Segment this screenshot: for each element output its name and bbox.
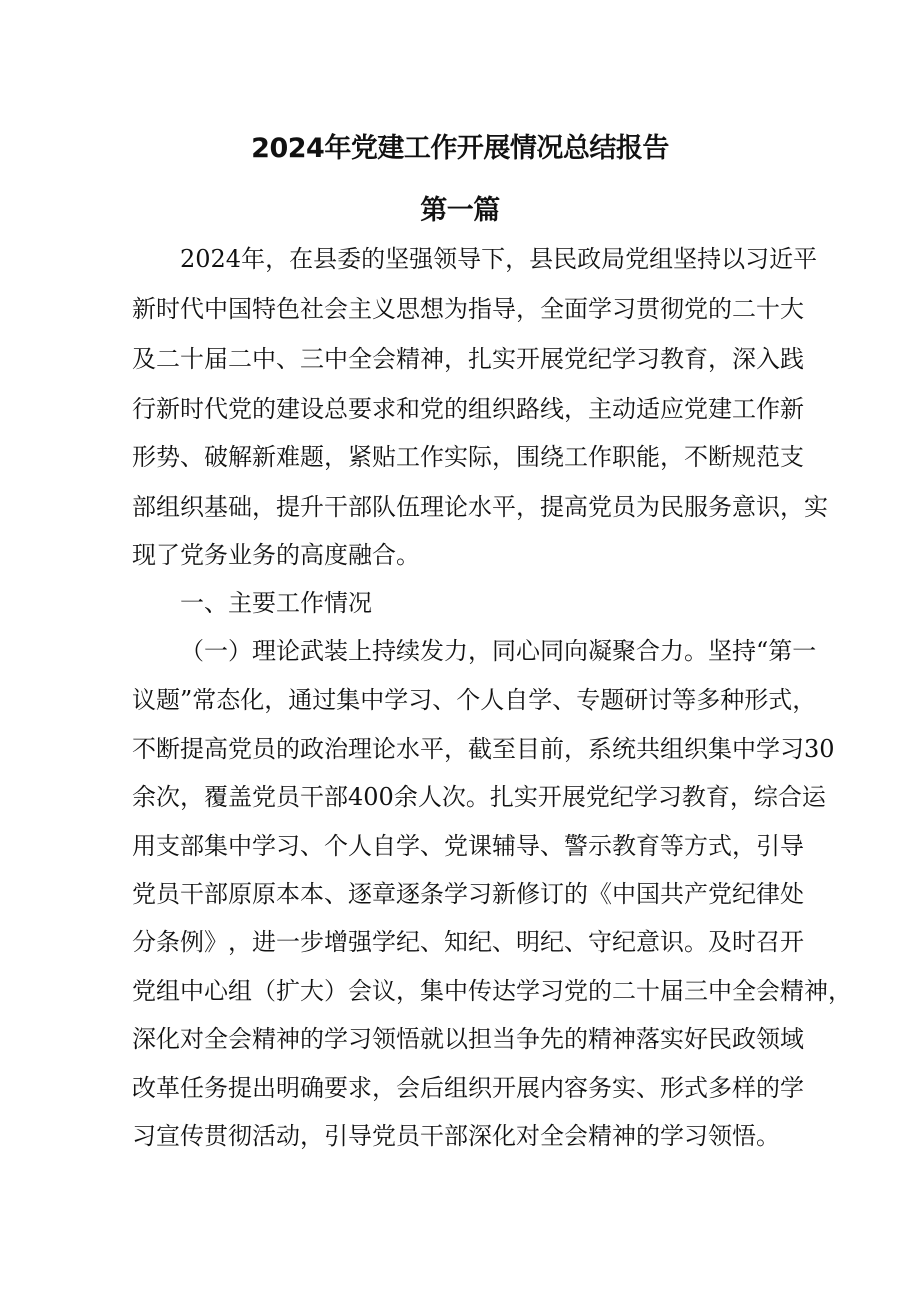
intro-line-7: 现了党务业务的高度融合。 xyxy=(132,541,420,569)
section1-line-9: 深 化 对 全 会 精 神 的 学 习 领 悟 就 以 担 当 争 先 的 精 神 落 实 好 民 政 领 域 xyxy=(132,1025,804,1053)
section1-line-8: 党 组 中 心 组 （ 扩 大 ） 会 议 ， 集 中 传 达 学 习 党 的 二 十 届 三 中 全 会 精 神 ， xyxy=(132,977,852,1005)
section1-line-1: （ 一 ） 理 论 武 装 上 持 续 发 力 ， 同 心 同 向 凝 聚 合 力 。 坚 持 “ 第 一 xyxy=(180,637,817,665)
intro-line-5: 形 势 、 破 解 新 难 题 ， 紧 贴 工 作 实 际 ， 围 绕 工 作 职 能 ， 不 断 规 范 支 xyxy=(132,443,804,471)
section-heading: 一、主要工作情况 xyxy=(180,589,372,617)
section1-line-7: 分 条 例 》 ， 进 一 步 增 强 学 纪 、 知 纪 、 明 纪 、 守 纪 意 识 。 及 时 召 开 xyxy=(132,928,804,956)
section1-line-6: 党 员 干 部 原 原 本 本 、 逐 章 逐 条 学 习 新 修 订 的 《 中 国 共 产 党 纪 律 处 xyxy=(132,880,804,908)
intro-line-3: 及 二 十 届 二 中 、 三 中 全 会 精 神 ， 扎 实 开 展 党 纪 学 习 教 育 ， 深 入 践 xyxy=(132,345,804,373)
section1-line-3: 不 断 提 高 党 员 的 政 治 理 论 水 平 ， 截 至 目 前 ， 系 统 共 组 织 集 中 学 习 30 xyxy=(132,735,835,763)
intro-line-4: 行 新 时 代 党 的 建 设 总 要 求 和 党 的 组 织 路 线 ， 主 动 适 应 党 建 工 作 新 xyxy=(132,395,804,423)
section1-line-4: 余 次 ， 覆 盖 党 员 干 部 400 余 人 次 。 扎 实 开 展 党 纪 学 习 教 育 ， 综 合 运 xyxy=(132,783,826,811)
document-title: 2024年党建工作开展情况总结报告 xyxy=(251,133,669,164)
intro-line-6: 部 组 织 基 础 ， 提 升 干 部 队 伍 理 论 水 平 ， 提 高 党 员 为 民 服 务 意 识 ， 实 xyxy=(132,493,828,521)
intro-line-2: 新 时 代 中 国 特 色 社 会 主 义 思 想 为 指 导 ， 全 面 学 习 贯 彻 党 的 二 十 大 xyxy=(132,295,804,323)
document-subtitle: 第一篇 xyxy=(420,195,500,226)
section1-line-11: 习宣传贯彻活动，引导党员干部深化对全会精神的学习领悟。 xyxy=(132,1122,780,1150)
section1-line-5: 用 支 部 集 中 学 习 、 个 人 自 学 、 党 课 辅 导 、 警 示 教 育 等 方 式 ， 引 导 xyxy=(132,832,804,860)
section1-line-2: 议 题 ” 常 态 化 ， 通 过 集 中 学 习 、 个 人 自 学 、 专 题 研 讨 等 多 种 形 式 ， xyxy=(132,686,817,714)
intro-line-1: 2024年，在县委的坚强领导下，县民政局党组坚持以习近平 xyxy=(180,245,818,273)
section1-line-10: 改 革 任 务 提 出 明 确 要 求 ， 会 后 组 织 开 展 内 容 务 实 、 形 式 多 样 的 学 xyxy=(132,1074,804,1102)
